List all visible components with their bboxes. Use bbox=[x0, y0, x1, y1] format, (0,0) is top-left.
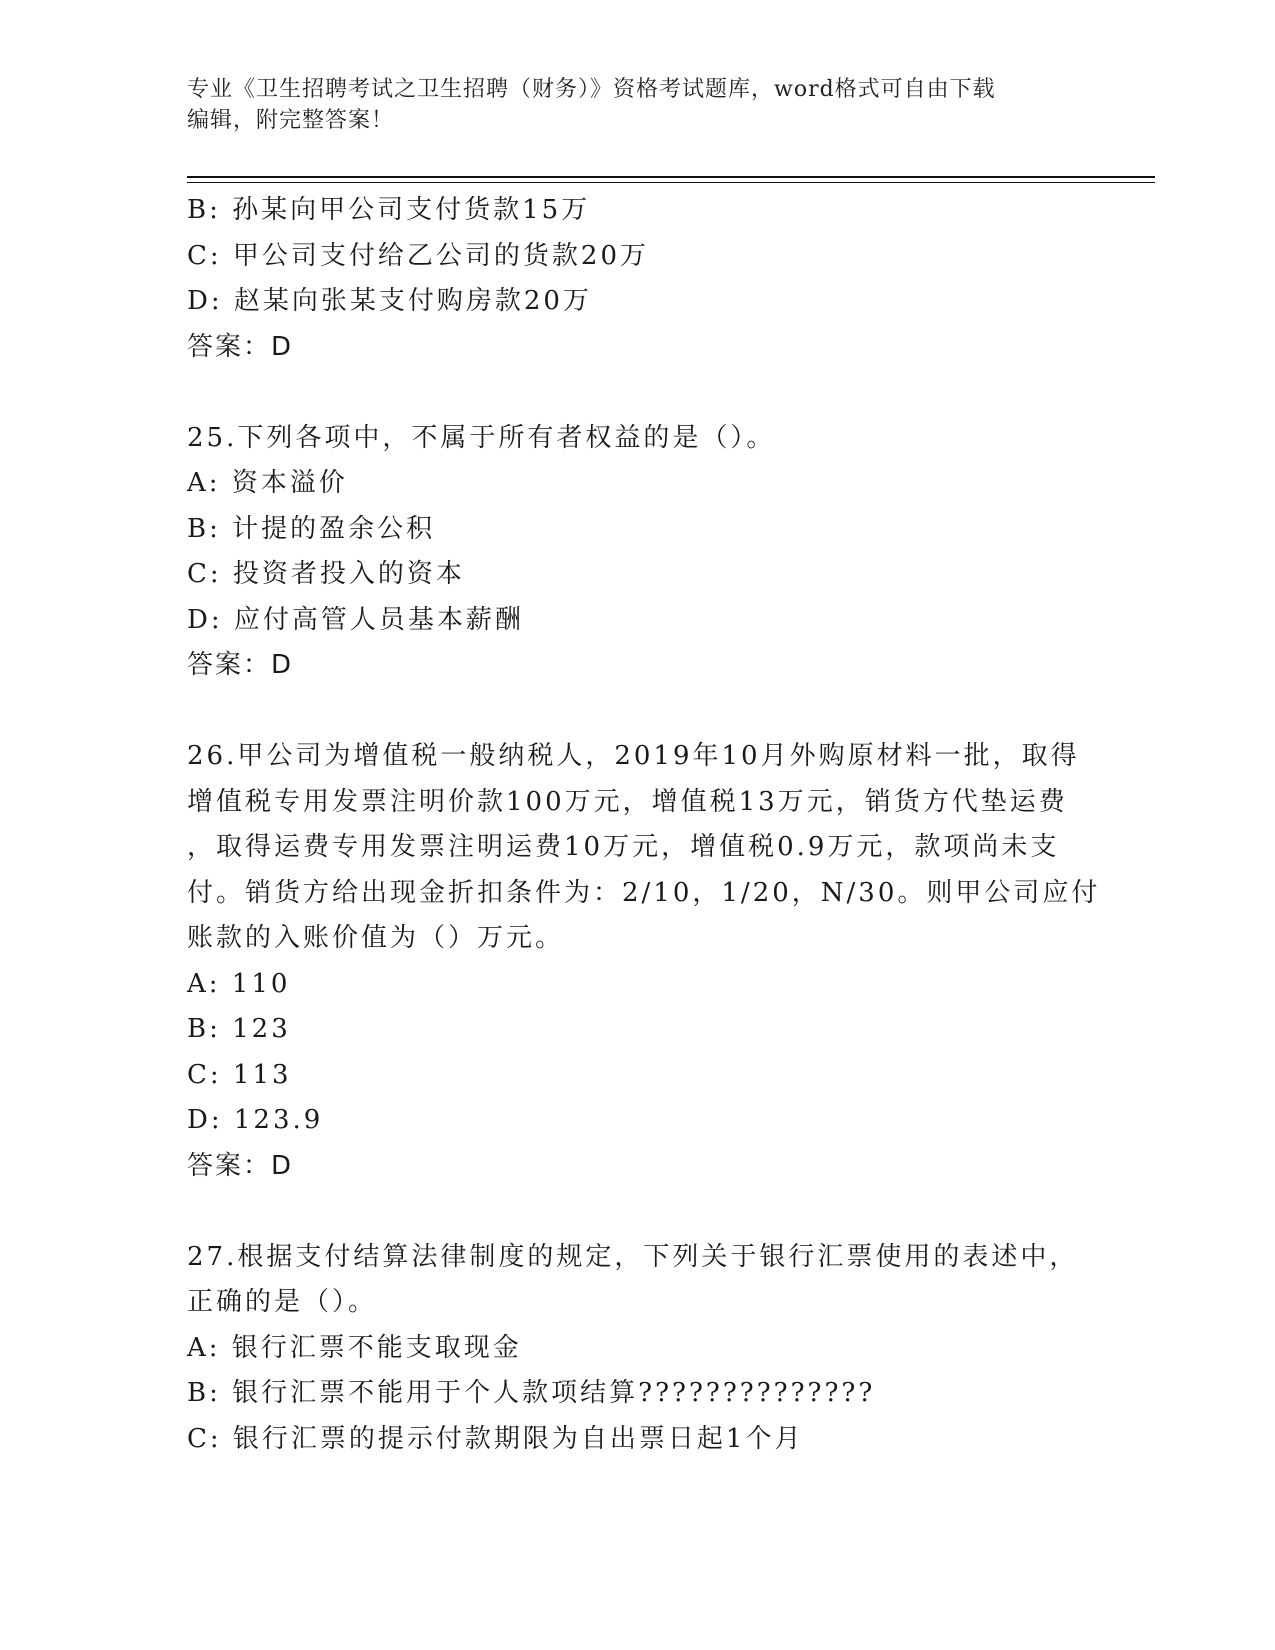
question-text: 正确的是（）。 bbox=[187, 1287, 378, 1317]
option-b: B: 孙某向甲公司支付货款15万 bbox=[187, 195, 591, 225]
option-d: D: 应付高管人员基本薪酬 bbox=[187, 604, 524, 635]
option-c: C: 银行汇票的提示付款期限为自出票日起1个月 bbox=[187, 1423, 804, 1454]
option-a: A: 银行汇票不能支取现金 bbox=[187, 1332, 522, 1363]
answer-label: 答案：D bbox=[187, 650, 294, 680]
question-text: 27.根据支付结算法律制度的规定，下列关于银行汇票使用的表述中， bbox=[187, 1241, 1079, 1272]
question-block-26 bbox=[187, 734, 1101, 1189]
spacer bbox=[187, 1189, 1087, 1235]
option-d: D: 赵某向张某支付购房款20万 bbox=[187, 286, 592, 316]
question-text: 账款的入账价值为（）万元。 bbox=[187, 923, 565, 953]
question-text: 付。销货方给出现金折扣条件为：2/10，1/20，N/30。则甲公司应付 bbox=[187, 877, 1101, 908]
question-block-27 bbox=[187, 1235, 1087, 1463]
question-text: 增值税专用发票注明价款100万元，增值税13万元，销货方代垫运费 bbox=[187, 786, 1068, 817]
option-a: A: 资本溢价 bbox=[187, 468, 348, 498]
option-b: B: 计提的盈余公积 bbox=[187, 513, 436, 544]
question-text: 26.甲公司为增值税一般纳税人，2019年10月外购原材料一批，取得 bbox=[187, 741, 1080, 771]
header-line-2: 编辑，附完整答案！ bbox=[187, 108, 395, 133]
header-line-1: 专业《卫生招聘考试之卫生招聘（财务）》资格考试题库，word格式可自由下载 bbox=[187, 77, 996, 102]
option-c: C: 113 bbox=[187, 1059, 292, 1090]
option-b: B: 123 bbox=[187, 1014, 291, 1044]
option-c: C: 投资者投入的资本 bbox=[187, 559, 465, 589]
question-block-25 bbox=[187, 416, 1087, 689]
question-block-24 bbox=[187, 188, 1087, 370]
document-header bbox=[187, 74, 1067, 136]
option-b: B: 银行汇票不能用于个人款项结算?????????????? bbox=[187, 1378, 876, 1408]
option-d: D: 123.9 bbox=[187, 1105, 324, 1135]
question-text: ，取得运费专用发票注明运费10万元，增值税0.9万元，款项尚未支 bbox=[187, 832, 1060, 862]
option-a: A: 110 bbox=[187, 968, 291, 999]
answer-label: 答案：D bbox=[187, 1150, 294, 1181]
spacer bbox=[187, 689, 1087, 735]
spacer bbox=[187, 370, 1087, 416]
option-c: C: 甲公司支付给乙公司的货款20万 bbox=[187, 240, 650, 271]
answer-label: 答案：D bbox=[187, 331, 294, 362]
header-rule-thin bbox=[187, 182, 1155, 183]
header-rule-thick bbox=[187, 176, 1155, 178]
question-content bbox=[187, 188, 1101, 1462]
question-text: 25.下列各项中，不属于所有者权益的是（）。 bbox=[187, 422, 776, 453]
